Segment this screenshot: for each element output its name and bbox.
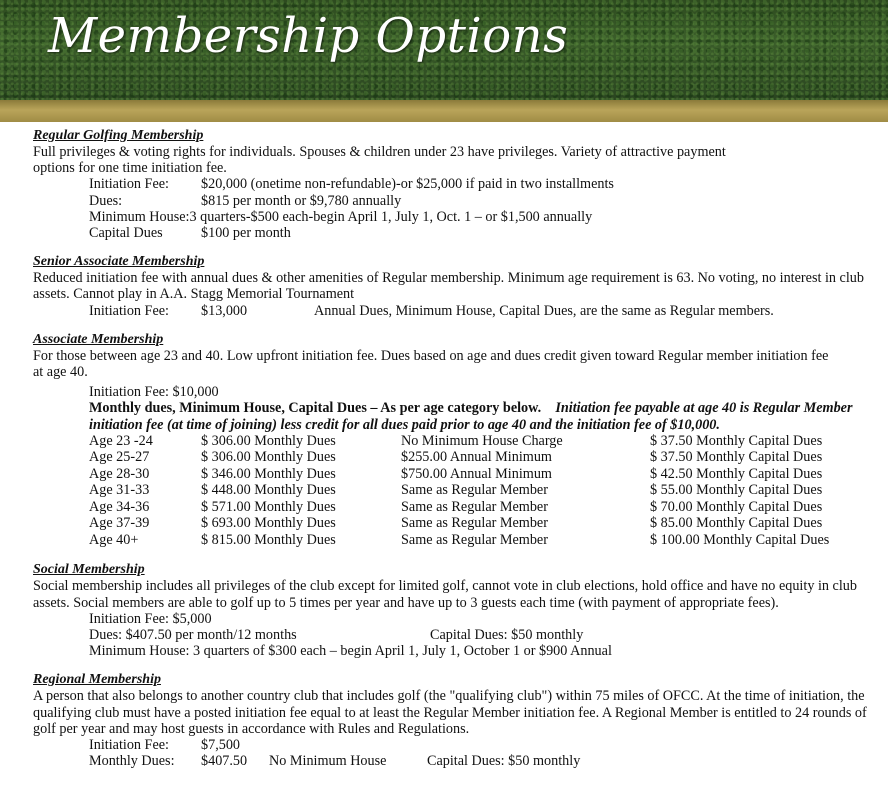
associate-heading: Associate Membership bbox=[33, 331, 164, 347]
social-dues-row bbox=[33, 627, 888, 643]
regular-section bbox=[33, 128, 888, 241]
table-row bbox=[89, 532, 888, 549]
house-cell: $255.00 Annual Minimum bbox=[401, 449, 552, 466]
social-dues: Dues: $407.50 per month/12 months bbox=[89, 626, 297, 643]
associate-description: For those between age 23 and 40. Low upfront initiation fee. Dues based on age and dues credit given toward Regular member initiation fee at age 40. bbox=[33, 347, 829, 381]
age-cell: Age 23 -24 bbox=[89, 432, 153, 449]
social-capital: Capital Dues: $50 monthly bbox=[430, 626, 584, 643]
gold-divider bbox=[0, 100, 888, 122]
house-cell: No Minimum House Charge bbox=[401, 432, 563, 449]
capital-cell: $ 100.00 Monthly Capital Dues bbox=[650, 531, 830, 548]
monthly-cell: $ 346.00 Monthly Dues bbox=[201, 465, 336, 482]
house-cell: Same as Regular Member bbox=[401, 515, 548, 532]
age-cell: Age 28-30 bbox=[89, 465, 150, 482]
senior-section bbox=[33, 254, 888, 319]
senior-heading: Senior Associate Membership bbox=[33, 254, 205, 270]
table-row bbox=[89, 449, 888, 466]
age-cell: Age 37-39 bbox=[89, 515, 150, 532]
row-value: $20,000 (onetime non-refundable)-or $25,000 if paid in two installments bbox=[201, 176, 614, 193]
monthly-cell: $ 306.00 Monthly Dues bbox=[201, 432, 336, 449]
regional-section bbox=[33, 672, 888, 769]
membership-content bbox=[0, 128, 888, 769]
regular-capital-row bbox=[33, 225, 888, 241]
row-value: $7,500 bbox=[201, 736, 241, 753]
table-row bbox=[89, 515, 888, 532]
capital-cell: $ 37.50 Monthly Capital Dues bbox=[650, 449, 823, 466]
house-cell: $750.00 Annual Minimum bbox=[401, 465, 552, 482]
regular-description: Full privileges & voting rights for individuals. Spouses & children under 23 have privileges. Variety of attractive payment options for one time initiation fee. bbox=[33, 144, 726, 177]
social-section bbox=[33, 562, 888, 659]
row-label: Capital Dues bbox=[89, 225, 163, 242]
regular-house-row bbox=[33, 209, 888, 225]
row-value: $13,000 bbox=[201, 302, 248, 319]
age-cell: Age 25-27 bbox=[89, 449, 150, 466]
regular-fee-row bbox=[33, 176, 888, 192]
senior-note: Annual Dues, Minimum House, Capital Dues, are the same as Regular members. bbox=[314, 302, 774, 319]
senior-fee-row bbox=[33, 303, 888, 319]
age-table bbox=[33, 433, 888, 549]
regional-description: A person that also belongs to another country club that includes golf (the "qualifying club") within 75 miles of OFCC. At the time of initiation, the qualifying club must have a posted initiation fee equal to at least the Regular Member initiation fee. A Regional Member is entitled to 24 rounds of golf per year and may host guests in accordance with Rules and Regulations. bbox=[33, 688, 867, 737]
table-row bbox=[89, 433, 888, 450]
row-value: $100 per month bbox=[201, 225, 291, 242]
regional-fee-row bbox=[33, 737, 888, 753]
row-value: $407.50 bbox=[201, 753, 248, 770]
monthly-cell: $ 693.00 Monthly Dues bbox=[201, 515, 336, 532]
row-value: $815 per month or $9,780 annually bbox=[201, 192, 402, 209]
monthly-cell: $ 815.00 Monthly Dues bbox=[201, 531, 336, 548]
age-cell: Age 34-36 bbox=[89, 498, 150, 515]
row-value: 3 quarters-$500 each-begin April 1, July 1, Oct. 1 – or $1,500 annually bbox=[189, 208, 593, 225]
age-cell: Age 40+ bbox=[89, 531, 139, 548]
header-banner bbox=[0, 0, 888, 100]
row-label: Monthly Dues: bbox=[89, 753, 175, 770]
age-cell: Age 31-33 bbox=[89, 482, 150, 499]
social-heading: Social Membership bbox=[33, 562, 145, 578]
house-cell: Same as Regular Member bbox=[401, 482, 548, 499]
row-label: Initiation Fee: bbox=[89, 736, 169, 753]
row-label: Initiation Fee: bbox=[89, 302, 169, 319]
page-title: Membership Options bbox=[48, 8, 569, 64]
monthly-cell: $ 571.00 Monthly Dues bbox=[201, 498, 336, 515]
house-cell: Same as Regular Member bbox=[401, 498, 548, 515]
senior-description: Reduced initiation fee with annual dues & other amenities of Regular membership. Minimum age requirement is 63. No voting, no interest in club assets. Cannot play in A.A. Stagg Memorial Tournament bbox=[33, 270, 864, 303]
regional-capital: Capital Dues: $50 monthly bbox=[427, 753, 581, 770]
associate-terms-bold: Monthly dues, Minimum House, Capital Dues – As per age category below. bbox=[89, 400, 542, 417]
table-row bbox=[89, 466, 888, 483]
table-row bbox=[89, 499, 888, 516]
row-label: Initiation Fee: bbox=[89, 176, 169, 193]
regional-heading: Regional Membership bbox=[33, 672, 161, 688]
associate-terms bbox=[33, 400, 879, 432]
table-row bbox=[89, 482, 888, 499]
social-house-line: Minimum House: 3 quarters of $300 each – begin April 1, July 1, October 1 or $900 Annual bbox=[89, 643, 612, 660]
associate-section bbox=[33, 332, 888, 549]
social-fee-line: Initiation Fee: $5,000 bbox=[89, 610, 212, 627]
capital-cell: $ 55.00 Monthly Capital Dues bbox=[650, 482, 823, 499]
regional-dues-row bbox=[33, 753, 888, 769]
capital-cell: $ 37.50 Monthly Capital Dues bbox=[650, 432, 823, 449]
associate-terms-italic: Initiation fee payable at age 40 is Regular Member initiation fee (at time of joining) less credit for all dues paid prior to age 40 and the initiation fee of $10,000. bbox=[89, 400, 853, 433]
regular-dues-row bbox=[33, 193, 888, 209]
row-label: Minimum House: bbox=[89, 208, 190, 225]
capital-cell: $ 85.00 Monthly Capital Dues bbox=[650, 515, 823, 532]
row-label: Dues: bbox=[89, 192, 123, 209]
house-cell: Same as Regular Member bbox=[401, 531, 548, 548]
monthly-cell: $ 448.00 Monthly Dues bbox=[201, 482, 336, 499]
capital-cell: $ 70.00 Monthly Capital Dues bbox=[650, 498, 823, 515]
regional-house: No Minimum House bbox=[269, 753, 387, 770]
associate-fee-line: Initiation Fee: $10,000 bbox=[89, 384, 219, 401]
capital-cell: $ 42.50 Monthly Capital Dues bbox=[650, 465, 823, 482]
regular-heading: Regular Golfing Membership bbox=[33, 128, 204, 143]
social-description: Social membership includes all privileges of the club except for limited golf, cannot vote in club elections, hold office and have no equity in club assets. Social members are able to golf up to 5 times per year and have up to 3 guests each time (with payment of appropriate fees). bbox=[33, 578, 857, 611]
monthly-cell: $ 306.00 Monthly Dues bbox=[201, 449, 336, 466]
